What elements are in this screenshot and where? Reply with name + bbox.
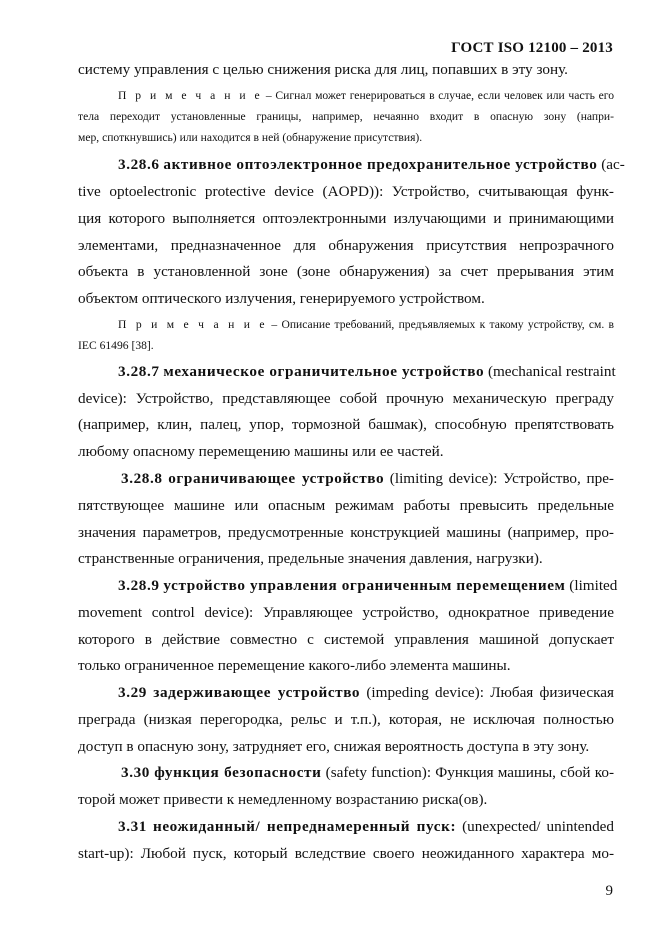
- text-line: значения параметров, предусмотренные конструкцией машины (например, про-: [78, 524, 614, 541]
- term-number: 3.28.7: [118, 363, 160, 380]
- term-line: [118, 577, 618, 595]
- text-line: ция которого выполняется оптоэлектронными излучающими и принимающими: [78, 210, 614, 227]
- text-line: доступ в опасную зону, затрудняет его, снижая вероятность доступа в эту зону.: [78, 738, 590, 755]
- note-line: [118, 318, 614, 332]
- text-line: пятствующее машине или опасным режимам работы превысить предельные: [78, 497, 614, 514]
- note-text: – Описание требований, предъявляемых к такому устройству, см. в: [267, 318, 615, 331]
- note-line: IEC 61496 [38].: [78, 339, 154, 352]
- term-text: (unexpected/ unintended: [456, 818, 615, 835]
- note-line: тела переходит установленные границы, например, нечаянно входит в опасную зону (напри-: [78, 110, 614, 123]
- term-number: 3.28.6: [118, 156, 160, 173]
- term-line: [118, 363, 614, 381]
- text-line: tive optoelectronic protective device (AOPD)): Устройство, считывающая функ-: [78, 183, 614, 200]
- text-line: объектом оптического излучения, генерируемого устройством.: [78, 290, 485, 307]
- term-name: ограничивающее устройство: [168, 470, 385, 487]
- term-line: [121, 470, 614, 488]
- term-line: [121, 764, 614, 782]
- document-header: ГОСТ ISO 12100 – 2013: [451, 40, 613, 56]
- text-line: start-up): Любой пуск, который вследствие своего неожиданного характера мо-: [78, 845, 614, 862]
- term-name: функция безопасности: [154, 764, 322, 781]
- page-number: 9: [605, 883, 613, 899]
- term-text: (mechanical restraint: [484, 363, 616, 380]
- text-line: любому опасному перемещению машины или ее частей.: [78, 443, 444, 460]
- term-line: [118, 156, 625, 174]
- term-line: [118, 818, 614, 836]
- note-line: [118, 89, 614, 103]
- term-number: 3.28.8: [121, 470, 163, 487]
- term-name: задерживающее устройство: [153, 684, 361, 701]
- text-line: movement control device): Управляющее устройство, однократное приведение: [78, 604, 614, 621]
- text-line: странственные ограничения, предельные значения давления, нагрузки).: [78, 550, 543, 567]
- text-line: преграда (низкая перегородка, рельс и т.п.), которая, не исключая полностью: [78, 711, 614, 728]
- text-line: только ограниченное перемещение какого-либо элемента машины.: [78, 657, 511, 674]
- term-number: 3.28.9: [118, 577, 160, 594]
- term-text: (limiting device): Устройство, пре-: [384, 470, 614, 487]
- text-line: систему управления с целью снижения риска для лиц, попавших в эту зону.: [78, 61, 568, 78]
- text-line: которого в действие совместно с системой управления машиной допускает: [78, 631, 614, 648]
- note-line: мер, споткнувшись) или находится в ней (обнаружение присутствия).: [78, 131, 423, 144]
- term-text: (safety function): Функция машины, сбой ко-: [321, 764, 614, 781]
- note-label: П р и м е ч а н и е: [118, 318, 268, 331]
- note-label: П р и м е ч а н и е: [118, 89, 263, 102]
- term-line: [118, 684, 614, 702]
- text-line: (например, клин, палец, упор, тормозной башмак), способную препятствовать: [78, 416, 614, 433]
- term-text: (impeding device): Любая физическая: [360, 684, 615, 701]
- term-text: (limited: [565, 577, 618, 594]
- text-line: торой может привести к немедленному возрастанию риска(ов).: [78, 791, 488, 808]
- term-name: механическое ограничительное устройство: [163, 363, 485, 380]
- text-line: объекта в установленной зоне (зоне обнаружения) за счет прерывания этим: [78, 263, 614, 280]
- term-name: активное оптоэлектронное предохранительное устройство: [163, 156, 598, 173]
- term-number: 3.29: [118, 684, 147, 701]
- term-text: (ac-: [597, 156, 625, 173]
- term-name: устройство управления ограниченным перемещением: [163, 577, 566, 594]
- text-line: элементами, предназначенное для обнаружения присутствия непрозрачного: [78, 237, 614, 254]
- term-number: 3.31: [118, 818, 147, 835]
- term-number: 3.30: [121, 764, 150, 781]
- note-text: – Сигнал может генерироваться в случае, если человек или часть его: [262, 89, 614, 102]
- text-line: device): Устройство, представляющее собой прочную механическую преграду: [78, 390, 614, 407]
- term-name: неожиданный/ непреднамеренный пуск:: [152, 818, 457, 835]
